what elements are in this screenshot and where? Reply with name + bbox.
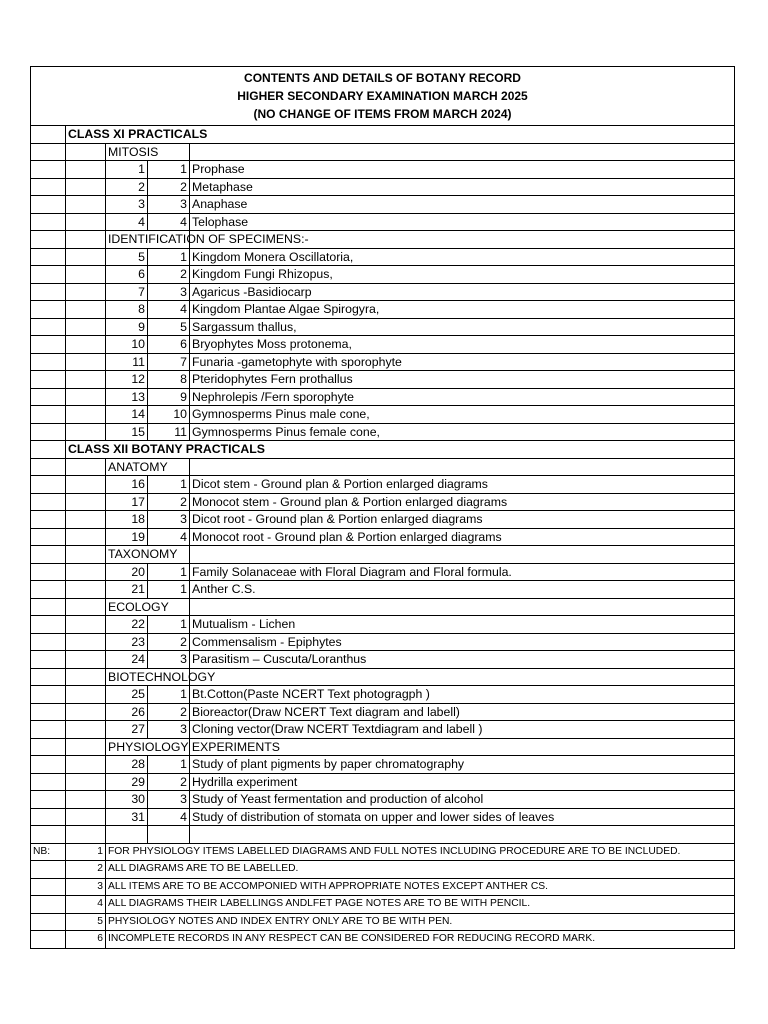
- table-row: [31, 406, 735, 424]
- serial-number: 29: [106, 773, 148, 791]
- serial-number: 27: [106, 721, 148, 739]
- empty-cell: [31, 861, 66, 879]
- table-row: [31, 196, 735, 214]
- empty-cell: [66, 213, 106, 231]
- item-name: Kingdom Fungi Rhizopus,: [190, 266, 735, 284]
- item-name: Bryophytes Moss protonema,: [190, 336, 735, 354]
- empty-cell: [190, 458, 735, 476]
- item-name: Cloning vector(Draw NCERT Textdiagram and labell ): [190, 721, 735, 739]
- empty-cell: [66, 791, 106, 809]
- empty-cell: [31, 248, 66, 266]
- section-number: 2: [148, 703, 190, 721]
- section-number: 3: [148, 283, 190, 301]
- empty-cell: [31, 528, 66, 546]
- section-heading: PHYSIOLOGY EXPERIMENTS: [106, 738, 190, 756]
- empty-cell: [31, 703, 66, 721]
- note-text: PHYSIOLOGY NOTES AND INDEX ENTRY ONLY ARE TO BE WITH PEN.: [106, 913, 735, 931]
- empty-cell: [66, 581, 106, 599]
- empty-cell: [190, 668, 735, 686]
- item-name: Nephrolepis /Fern sporophyte: [190, 388, 735, 406]
- empty-cell: [31, 511, 66, 529]
- empty-cell: [66, 808, 106, 826]
- table-row: [31, 266, 735, 284]
- empty-cell: [66, 826, 106, 844]
- section-heading-row: [31, 458, 735, 476]
- section-number: 1: [148, 563, 190, 581]
- empty-cell: [31, 808, 66, 826]
- empty-cell: [66, 598, 106, 616]
- empty-cell: [31, 878, 66, 896]
- table-row: [31, 178, 735, 196]
- empty-cell: [190, 826, 735, 844]
- item-name: Dicot root - Ground plan & Portion enlarged diagrams: [190, 511, 735, 529]
- item-name: Kingdom Monera Oscillatoria,: [190, 248, 735, 266]
- serial-number: 2: [106, 178, 148, 196]
- empty-cell: [31, 301, 66, 319]
- section-number: 6: [148, 336, 190, 354]
- section-number: 1: [148, 161, 190, 179]
- empty-cell: [66, 143, 106, 161]
- section-number: 2: [148, 773, 190, 791]
- class-heading: CLASS XI PRACTICALS: [66, 126, 735, 144]
- section-number: 2: [148, 493, 190, 511]
- empty-cell: [31, 423, 66, 441]
- table-row: [31, 388, 735, 406]
- table-row: [31, 213, 735, 231]
- serial-number: 18: [106, 511, 148, 529]
- empty-cell: [31, 213, 66, 231]
- header-row: [31, 67, 735, 126]
- table-row: [31, 336, 735, 354]
- empty-cell: [31, 896, 66, 914]
- document-title: [31, 67, 735, 126]
- empty-cell: [31, 826, 66, 844]
- section-number: 1: [148, 248, 190, 266]
- serial-number: 21: [106, 581, 148, 599]
- empty-cell: [66, 266, 106, 284]
- table-row: [31, 791, 735, 809]
- empty-cell: [31, 441, 66, 459]
- item-name: Mutualism - Lichen: [190, 616, 735, 634]
- section-number: 1: [148, 686, 190, 704]
- class-heading-row: [31, 441, 735, 459]
- table-row: [31, 371, 735, 389]
- note-number: 5: [66, 913, 106, 931]
- blank-row: [31, 826, 735, 844]
- table-row: [31, 493, 735, 511]
- item-name: Telophase: [190, 213, 735, 231]
- section-number: 3: [148, 196, 190, 214]
- section-number: 3: [148, 651, 190, 669]
- empty-cell: [66, 721, 106, 739]
- empty-cell: [66, 301, 106, 319]
- table-row: [31, 476, 735, 494]
- note-row: [31, 931, 735, 949]
- empty-cell: [106, 826, 148, 844]
- item-name: Monocot root - Ground plan & Portion enlarged diagrams: [190, 528, 735, 546]
- section-heading: MITOSIS: [106, 143, 190, 161]
- empty-cell: [66, 161, 106, 179]
- note-row: [31, 913, 735, 931]
- table-row: [31, 703, 735, 721]
- serial-number: 3: [106, 196, 148, 214]
- title-line-2: HIGHER SECONDARY EXAMINATION MARCH 2025: [237, 89, 528, 103]
- empty-cell: [31, 738, 66, 756]
- empty-cell: [66, 686, 106, 704]
- table-row: [31, 581, 735, 599]
- botany-record-table: [30, 66, 735, 949]
- item-name: Gymnosperms Pinus female cone,: [190, 423, 735, 441]
- section-heading-row: [31, 598, 735, 616]
- section-heading: BIOTECHNOLOGY: [106, 668, 190, 686]
- serial-number: 1: [106, 161, 148, 179]
- section-number: 3: [148, 721, 190, 739]
- empty-cell: [31, 266, 66, 284]
- section-number: 7: [148, 353, 190, 371]
- table-row: [31, 756, 735, 774]
- item-name: Funaria -gametophyte with sporophyte: [190, 353, 735, 371]
- table-row: [31, 651, 735, 669]
- empty-cell: [66, 423, 106, 441]
- item-name: Kingdom Plantae Algae Spirogyra,: [190, 301, 735, 319]
- empty-cell: [66, 283, 106, 301]
- section-number: 1: [148, 476, 190, 494]
- table-row: [31, 423, 735, 441]
- empty-cell: [66, 738, 106, 756]
- empty-cell: [31, 791, 66, 809]
- section-number: 4: [148, 808, 190, 826]
- empty-cell: [31, 598, 66, 616]
- empty-cell: [31, 686, 66, 704]
- serial-number: 8: [106, 301, 148, 319]
- section-number: 2: [148, 633, 190, 651]
- table-row: [31, 721, 735, 739]
- note-number: 6: [66, 931, 106, 949]
- empty-cell: [66, 196, 106, 214]
- empty-cell: [66, 353, 106, 371]
- section-number: 4: [148, 528, 190, 546]
- table-row: [31, 773, 735, 791]
- serial-number: 24: [106, 651, 148, 669]
- table-row: [31, 633, 735, 651]
- serial-number: 23: [106, 633, 148, 651]
- item-name: Dicot stem - Ground plan & Portion enlarged diagrams: [190, 476, 735, 494]
- serial-number: 9: [106, 318, 148, 336]
- table-body: [31, 67, 735, 949]
- empty-cell: [66, 528, 106, 546]
- empty-cell: [66, 773, 106, 791]
- item-name: Gymnosperms Pinus male cone,: [190, 406, 735, 424]
- item-name: Study of plant pigments by paper chromatography: [190, 756, 735, 774]
- empty-cell: [31, 581, 66, 599]
- empty-cell: [31, 493, 66, 511]
- section-number: 1: [148, 581, 190, 599]
- serial-number: 13: [106, 388, 148, 406]
- empty-cell: [66, 651, 106, 669]
- empty-cell: [66, 493, 106, 511]
- empty-cell: [190, 546, 735, 564]
- serial-number: 14: [106, 406, 148, 424]
- table-row: [31, 318, 735, 336]
- empty-cell: [31, 546, 66, 564]
- note-row: [31, 861, 735, 879]
- table-row: [31, 616, 735, 634]
- serial-number: 5: [106, 248, 148, 266]
- notes-label: NB:: [31, 843, 66, 861]
- section-number: 8: [148, 371, 190, 389]
- table-row: [31, 353, 735, 371]
- section-heading-row: [31, 668, 735, 686]
- section-heading-row: [31, 231, 735, 249]
- section-heading: ANATOMY: [106, 458, 190, 476]
- serial-number: 19: [106, 528, 148, 546]
- empty-cell: [31, 231, 66, 249]
- empty-cell: [31, 143, 66, 161]
- empty-cell: [31, 756, 66, 774]
- empty-cell: [31, 406, 66, 424]
- serial-number: 15: [106, 423, 148, 441]
- empty-cell: [31, 388, 66, 406]
- note-row: [31, 896, 735, 914]
- empty-cell: [31, 196, 66, 214]
- empty-cell: [66, 476, 106, 494]
- item-name: Family Solanaceae with Floral Diagram and Floral formula.: [190, 563, 735, 581]
- serial-number: 17: [106, 493, 148, 511]
- serial-number: 20: [106, 563, 148, 581]
- note-text: ALL DIAGRAMS THEIR LABELLINGS ANDLFET PAGE NOTES ARE TO BE WITH PENCIL.: [106, 896, 735, 914]
- table-row: [31, 563, 735, 581]
- empty-cell: [66, 703, 106, 721]
- item-name: Study of Yeast fermentation and production of alcohol: [190, 791, 735, 809]
- item-name: Agaricus -Basidiocarp: [190, 283, 735, 301]
- table-row: [31, 161, 735, 179]
- note-text: ALL DIAGRAMS ARE TO BE LABELLED.: [106, 861, 735, 879]
- empty-cell: [31, 126, 66, 144]
- empty-cell: [31, 476, 66, 494]
- empty-cell: [31, 318, 66, 336]
- serial-number: 26: [106, 703, 148, 721]
- note-text: INCOMPLETE RECORDS IN ANY RESPECT CAN BE CONSIDERED FOR REDUCING RECORD MARK.: [106, 931, 735, 949]
- item-name: Anaphase: [190, 196, 735, 214]
- section-number: 4: [148, 301, 190, 319]
- item-name: Anther C.S.: [190, 581, 735, 599]
- note-number: 3: [66, 878, 106, 896]
- section-number: 1: [148, 756, 190, 774]
- empty-cell: [66, 231, 106, 249]
- item-name: Hydrilla experiment: [190, 773, 735, 791]
- class-heading-row: [31, 126, 735, 144]
- section-heading-row: [31, 738, 735, 756]
- section-number: 1: [148, 616, 190, 634]
- section-number: 10: [148, 406, 190, 424]
- empty-cell: [66, 633, 106, 651]
- serial-number: 22: [106, 616, 148, 634]
- serial-number: 7: [106, 283, 148, 301]
- item-name: Study of distribution of stomata on upper and lower sides of leaves: [190, 808, 735, 826]
- empty-cell: [66, 248, 106, 266]
- empty-cell: [31, 651, 66, 669]
- item-name: Commensalism - Epiphytes: [190, 633, 735, 651]
- empty-cell: [31, 563, 66, 581]
- section-number: 9: [148, 388, 190, 406]
- empty-cell: [66, 458, 106, 476]
- item-name: Bt.Cotton(Paste NCERT Text photogragph ): [190, 686, 735, 704]
- note-number: 1: [66, 843, 106, 861]
- item-name: Prophase: [190, 161, 735, 179]
- section-heading: ECOLOGY: [106, 598, 190, 616]
- serial-number: 4: [106, 213, 148, 231]
- table-row: [31, 511, 735, 529]
- section-heading-row: [31, 143, 735, 161]
- class-heading: CLASS XII BOTANY PRACTICALS: [66, 441, 735, 459]
- empty-cell: [31, 283, 66, 301]
- note-row: [31, 843, 735, 861]
- empty-cell: [66, 178, 106, 196]
- note-text: FOR PHYSIOLOGY ITEMS LABELLED DIAGRAMS AND FULL NOTES INCLUDING PROCEDURE ARE TO BE INCLUDED.: [106, 843, 735, 861]
- table-row: [31, 301, 735, 319]
- empty-cell: [190, 598, 735, 616]
- section-number: 5: [148, 318, 190, 336]
- table-row: [31, 248, 735, 266]
- empty-cell: [66, 406, 106, 424]
- serial-number: 12: [106, 371, 148, 389]
- empty-cell: [190, 143, 735, 161]
- table-row: [31, 686, 735, 704]
- section-number: 3: [148, 511, 190, 529]
- note-text: ALL ITEMS ARE TO BE ACCOMPONIED WITH APPROPRIATE NOTES EXCEPT ANTHER CS.: [106, 878, 735, 896]
- empty-cell: [31, 616, 66, 634]
- serial-number: 11: [106, 353, 148, 371]
- empty-cell: [66, 371, 106, 389]
- empty-cell: [66, 318, 106, 336]
- empty-cell: [66, 336, 106, 354]
- empty-cell: [31, 371, 66, 389]
- item-name: Parasitism – Cuscuta/Loranthus: [190, 651, 735, 669]
- section-heading: IDENTIFICATION OF SPECIMENS:-: [106, 231, 190, 249]
- section-number: 4: [148, 213, 190, 231]
- section-heading: TAXONOMY: [106, 546, 190, 564]
- empty-cell: [66, 668, 106, 686]
- empty-cell: [31, 458, 66, 476]
- item-name: Pteridophytes Fern prothallus: [190, 371, 735, 389]
- empty-cell: [148, 826, 190, 844]
- serial-number: 10: [106, 336, 148, 354]
- serial-number: 6: [106, 266, 148, 284]
- section-number: 2: [148, 178, 190, 196]
- empty-cell: [31, 931, 66, 949]
- section-number: 3: [148, 791, 190, 809]
- empty-cell: [31, 178, 66, 196]
- serial-number: 31: [106, 808, 148, 826]
- note-row: [31, 878, 735, 896]
- table-row: [31, 283, 735, 301]
- serial-number: 16: [106, 476, 148, 494]
- serial-number: 25: [106, 686, 148, 704]
- empty-cell: [66, 616, 106, 634]
- section-number: 11: [148, 423, 190, 441]
- empty-cell: [66, 388, 106, 406]
- title-line-3: (NO CHANGE OF ITEMS FROM MARCH 2024): [253, 107, 512, 121]
- note-number: 2: [66, 861, 106, 879]
- empty-cell: [31, 913, 66, 931]
- item-name: Bioreactor(Draw NCERT Text diagram and labell): [190, 703, 735, 721]
- empty-cell: [31, 773, 66, 791]
- empty-cell: [66, 546, 106, 564]
- table-row: [31, 808, 735, 826]
- empty-cell: [31, 161, 66, 179]
- note-number: 4: [66, 896, 106, 914]
- empty-cell: [66, 756, 106, 774]
- serial-number: 30: [106, 791, 148, 809]
- item-name: Metaphase: [190, 178, 735, 196]
- item-name: Monocot stem - Ground plan & Portion enlarged diagrams: [190, 493, 735, 511]
- section-number: 2: [148, 266, 190, 284]
- serial-number: 28: [106, 756, 148, 774]
- empty-cell: [31, 336, 66, 354]
- empty-cell: [66, 563, 106, 581]
- empty-cell: [66, 511, 106, 529]
- title-line-1: CONTENTS AND DETAILS OF BOTANY RECORD: [244, 71, 521, 85]
- item-name: Sargassum thallus,: [190, 318, 735, 336]
- table-row: [31, 528, 735, 546]
- empty-cell: [31, 633, 66, 651]
- section-heading-row: [31, 546, 735, 564]
- empty-cell: [31, 721, 66, 739]
- empty-cell: [31, 668, 66, 686]
- empty-cell: [31, 353, 66, 371]
